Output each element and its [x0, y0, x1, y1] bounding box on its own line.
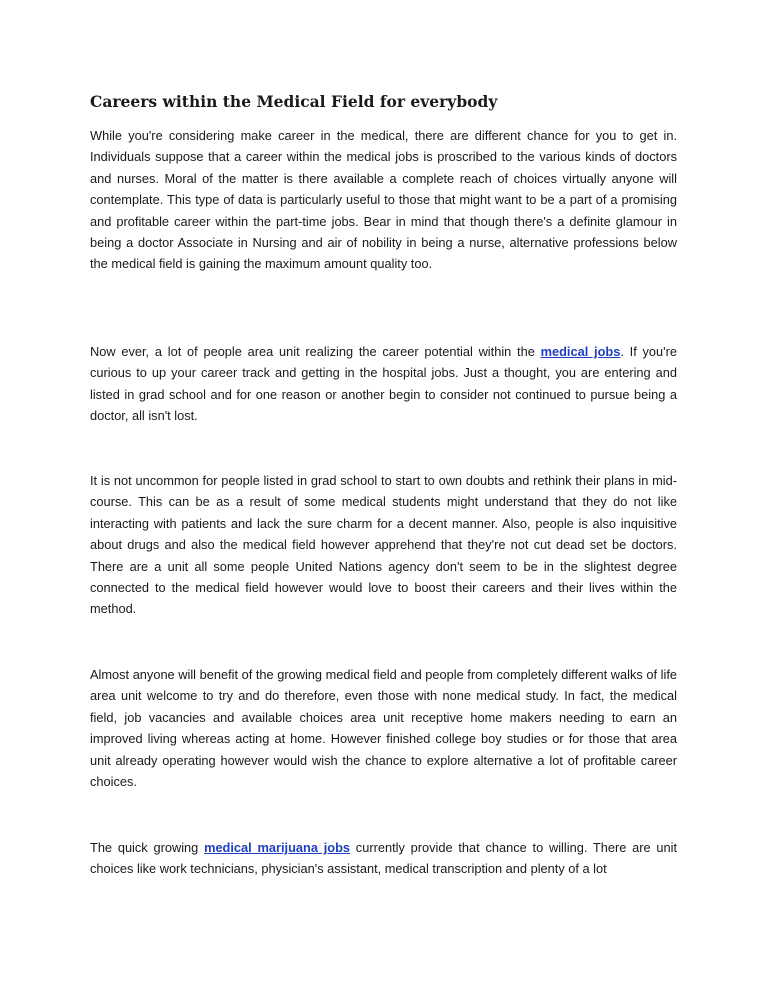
paragraph-marijuana-jobs [90, 837, 677, 880]
paragraph-grad-school-doubts: It is not uncommon for people listed in grad school to start to own doubts and rethink their plans in mid-course. This can be as a result of some medical students might understand that they do not like interacting with patients and lack the sure charm for a decent manner. Also, people is also inquisitive about drugs and also the medical field however apprehend that they're not cut dead set be doctors. There are a unit all some people United Nations agency don't seem to be in the slightest degree connected to the medical field however would love to boost their careers and their lives within the method. [90, 473, 677, 617]
paragraph-text-after-link: currently provide that chance to willing. There are unit choices like work technicians, physician's assistant, medical transcription and plenty of a lot [90, 840, 678, 877]
paragraph-career-overview: While you're considering make career in the medical, there are different chance for you to get in. Individuals suppose that a career within the medical jobs is proscribed to the various kinds of doctors and nurses. Moral of the matter is there available a complete reach of choices virtually anyone will contemplate. This type of data is particularly useful to those that might want to be a part of a promising and profitable career within the part-time jobs. Bear in mind that though there's a definite glamour in being a doctor Associate in Nursing and air of nobility in being a nurse, alternative professions below the medical field is gaining the maximum amount quality too. [90, 128, 677, 272]
paragraph-text-after-link: . If you're curious to up your career track and getting in the hospital jobs. Just a thought, you are entering and listed in grad school and for one reason or another begin to consider not continued to pursue being a doctor, all isn't lost. [90, 344, 677, 424]
medical-marijuana-jobs-link[interactable]: medical marijuana jobs [204, 840, 351, 855]
medical-jobs-link[interactable]: medical jobs [540, 344, 621, 359]
paragraph-text-before-link: Now ever, a lot of people area unit realizing the career potential within the [90, 344, 541, 359]
document-title: Careers within the Medical Field for everybody [90, 92, 498, 111]
paragraph-career-potential [90, 341, 677, 427]
paragraph-growing-field: Almost anyone will benefit of the growing medical field and people from completely different walks of life area unit welcome to try and do therefore, even those with none medical study. In fact, the medical field, job vacancies and available choices area unit receptive home makers needing to earn an improved living whereas acting at home. However finished college boy studies or for those that area unit already operating however would wish the chance to explore alternative a lot of profitable career choices. [90, 667, 677, 790]
paragraph-text-before-link: The quick growing [90, 840, 205, 855]
